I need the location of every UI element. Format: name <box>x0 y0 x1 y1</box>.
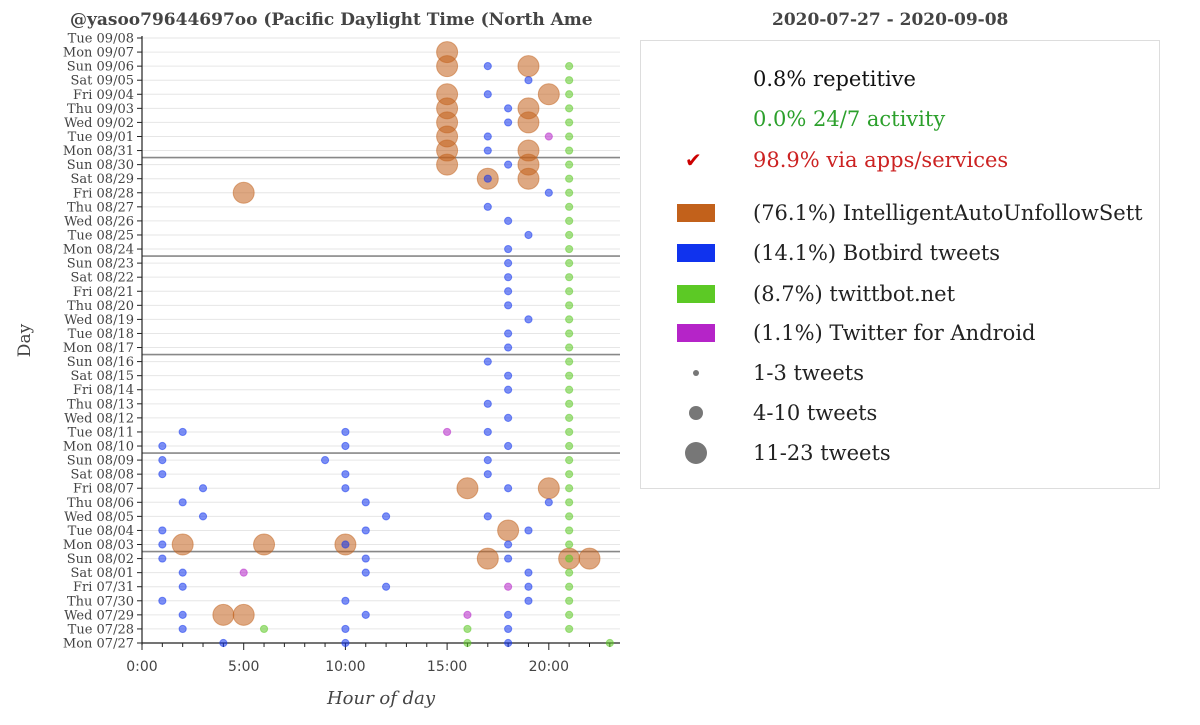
data-point-twittbot-net <box>566 119 573 126</box>
data-point-botbird-tweets <box>525 316 532 323</box>
y-tick-label: Sun 08/16 <box>66 355 134 371</box>
data-point-botbird-tweets <box>505 611 512 618</box>
data-point-twittbot-net <box>566 583 573 590</box>
data-point-botbird-tweets <box>199 485 206 492</box>
data-point-botbird-tweets <box>505 639 512 646</box>
data-point-botbird-tweets <box>362 499 369 506</box>
data-point-intelligentautounfollowsett <box>538 84 559 105</box>
data-point-botbird-tweets <box>484 175 491 182</box>
y-tick-label: Tue 08/04 <box>67 523 134 539</box>
data-point-botbird-tweets <box>484 203 491 210</box>
x-tick-label: 5:00 <box>227 659 260 675</box>
size-label: 1-3 tweets <box>753 361 864 385</box>
data-point-twittbot-net <box>566 597 573 604</box>
data-point-botbird-tweets <box>484 428 491 435</box>
data-point-twittbot-net <box>464 625 471 632</box>
y-tick-label: Tue 08/11 <box>67 425 134 441</box>
data-point-intelligentautounfollowsett <box>457 478 478 499</box>
data-point-botbird-tweets <box>159 442 166 449</box>
data-point-botbird-tweets <box>545 189 552 196</box>
data-point-botbird-tweets <box>505 330 512 337</box>
data-point-botbird-tweets <box>220 639 227 646</box>
data-point-twittbot-net <box>566 330 573 337</box>
data-point-twitter-for-android <box>505 583 512 590</box>
data-point-twitter-for-android <box>444 428 451 435</box>
y-tick-label: Wed 08/12 <box>64 411 134 427</box>
data-point-twittbot-net <box>566 133 573 140</box>
data-point-botbird-tweets <box>505 414 512 421</box>
data-point-botbird-tweets <box>159 597 166 604</box>
activity-stat: 0.0% 24/7 activity <box>753 107 946 131</box>
data-point-botbird-tweets <box>362 611 369 618</box>
data-point-intelligentautounfollowsett <box>254 534 275 555</box>
data-point-botbird-tweets <box>505 442 512 449</box>
y-tick-label: Mon 08/31 <box>62 144 134 160</box>
data-point-twittbot-net <box>464 639 471 646</box>
legend-panel <box>640 40 1160 489</box>
data-point-botbird-tweets <box>159 555 166 562</box>
x-tick-label: 20:00 <box>528 659 569 675</box>
y-tick-label: Mon 08/17 <box>62 341 134 357</box>
data-point-botbird-tweets <box>362 569 369 576</box>
y-tick-label: Fri 09/04 <box>73 87 134 103</box>
data-point-botbird-tweets <box>362 555 369 562</box>
data-point-botbird-tweets <box>505 555 512 562</box>
data-point-twittbot-net <box>566 400 573 407</box>
data-point-botbird-tweets <box>505 302 512 309</box>
data-point-botbird-tweets <box>484 133 491 140</box>
legend-source-2 <box>641 279 1159 309</box>
source-swatch <box>677 324 715 342</box>
legend-repetitive <box>641 64 1159 94</box>
data-point-botbird-tweets <box>159 541 166 548</box>
data-point-botbird-tweets <box>362 527 369 534</box>
y-tick-label: Sat 08/29 <box>70 172 134 188</box>
y-tick-label: Tue 07/28 <box>67 622 134 638</box>
source-swatch <box>677 244 715 262</box>
y-tick-label: Fri 08/14 <box>73 383 134 399</box>
y-tick-label: Tue 08/25 <box>67 228 134 244</box>
legend-source-1 <box>641 238 1159 268</box>
data-point-botbird-tweets <box>382 583 389 590</box>
legend-activity <box>641 104 1159 134</box>
data-point-twittbot-net <box>566 63 573 70</box>
data-point-twittbot-net <box>566 527 573 534</box>
y-tick-label: Thu 08/06 <box>66 495 134 511</box>
data-point-twittbot-net <box>566 274 573 281</box>
data-point-botbird-tweets <box>179 625 186 632</box>
data-point-twittbot-net <box>566 442 573 449</box>
y-tick-label: Mon 08/10 <box>62 439 134 455</box>
data-point-botbird-tweets <box>484 471 491 478</box>
y-tick-label: Sun 08/23 <box>66 256 134 272</box>
y-tick-label: Sun 08/30 <box>66 158 134 174</box>
x-tick-label: 10:00 <box>325 659 366 675</box>
y-tick-label: Sun 09/06 <box>66 59 134 75</box>
data-point-botbird-tweets <box>342 485 349 492</box>
data-point-twittbot-net <box>566 569 573 576</box>
data-point-intelligentautounfollowsett <box>518 56 539 77</box>
data-point-botbird-tweets <box>159 456 166 463</box>
data-point-botbird-tweets <box>179 569 186 576</box>
data-point-botbird-tweets <box>484 456 491 463</box>
data-point-botbird-tweets <box>484 63 491 70</box>
data-point-intelligentautounfollowsett <box>538 478 559 499</box>
size-label: 4-10 tweets <box>753 401 878 425</box>
date-range-title: 2020-07-27 - 2020-09-08 <box>772 10 1009 30</box>
legend-source-3 <box>641 318 1159 348</box>
data-point-botbird-tweets <box>342 625 349 632</box>
data-point-intelligentautounfollowsett <box>477 548 498 569</box>
y-tick-label: Thu 08/20 <box>66 298 134 314</box>
y-tick-label: Sat 09/05 <box>70 73 134 89</box>
data-point-botbird-tweets <box>505 274 512 281</box>
y-tick-label: Sun 08/09 <box>66 453 134 469</box>
data-point-botbird-tweets <box>342 471 349 478</box>
y-tick-label: Mon 08/03 <box>62 538 134 554</box>
data-point-twittbot-net <box>566 386 573 393</box>
data-point-botbird-tweets <box>159 527 166 534</box>
data-point-intelligentautounfollowsett <box>579 548 600 569</box>
y-tick-label: Sun 08/02 <box>66 552 134 568</box>
data-point-botbird-tweets <box>484 358 491 365</box>
data-point-botbird-tweets <box>484 91 491 98</box>
legend-size-medium <box>641 398 1159 428</box>
data-point-twittbot-net <box>566 217 573 224</box>
y-tick-label: Tue 08/18 <box>67 326 134 342</box>
y-tick-label: Mon 09/07 <box>62 45 134 61</box>
data-point-botbird-tweets <box>199 513 206 520</box>
y-tick-label: Tue 09/08 <box>67 31 134 47</box>
data-point-botbird-tweets <box>505 485 512 492</box>
data-point-twittbot-net <box>566 288 573 295</box>
data-point-twittbot-net <box>566 555 573 562</box>
data-point-intelligentautounfollowsett <box>518 112 539 133</box>
legend-size-large <box>641 438 1159 468</box>
checkmark-icon: ✔ <box>685 148 702 172</box>
legend-size-small <box>641 358 1159 388</box>
data-point-twittbot-net <box>566 414 573 421</box>
data-point-twittbot-net <box>566 625 573 632</box>
source-swatch <box>677 204 715 222</box>
x-tick-label: 0:00 <box>126 659 158 675</box>
data-point-botbird-tweets <box>525 583 532 590</box>
data-point-twittbot-net <box>566 147 573 154</box>
y-tick-label: Tue 09/01 <box>67 129 134 145</box>
data-point-twitter-for-android <box>464 611 471 618</box>
y-tick-label: Wed 07/29 <box>64 608 134 624</box>
data-point-twittbot-net <box>566 611 573 618</box>
data-point-botbird-tweets <box>525 569 532 576</box>
data-point-twittbot-net <box>566 344 573 351</box>
data-point-botbird-tweets <box>525 231 532 238</box>
data-point-botbird-tweets <box>484 147 491 154</box>
y-tick-label: Fri 08/21 <box>73 284 134 300</box>
data-point-twittbot-net <box>566 302 573 309</box>
y-tick-label: Thu 08/27 <box>66 200 134 216</box>
y-tick-label: Sat 08/22 <box>70 270 134 286</box>
source-label: (76.1%) IntelligentAutoUnfollowSett <box>753 201 1143 225</box>
source-swatch <box>677 285 715 303</box>
data-point-twittbot-net <box>566 203 573 210</box>
size-label: 11-23 tweets <box>753 441 891 465</box>
data-point-twitter-for-android <box>240 569 247 576</box>
data-point-botbird-tweets <box>179 583 186 590</box>
size-dot-medium <box>689 406 703 420</box>
x-tick-label: 15:00 <box>426 659 468 675</box>
data-point-intelligentautounfollowsett <box>498 520 519 541</box>
y-tick-label: Mon 07/27 <box>62 636 134 652</box>
data-point-botbird-tweets <box>179 611 186 618</box>
data-point-twittbot-net <box>566 372 573 379</box>
data-point-botbird-tweets <box>505 344 512 351</box>
legend-source-0 <box>641 198 1159 228</box>
y-axis-label: Day <box>15 323 35 358</box>
data-point-twitter-for-android <box>545 133 552 140</box>
chart-title: @yasoo79644697oo (Pacific Daylight Time (North Ame <box>70 10 593 30</box>
y-tick-label: Wed 08/26 <box>64 214 134 230</box>
data-point-botbird-tweets <box>505 260 512 267</box>
data-point-twittbot-net <box>566 485 573 492</box>
data-point-twittbot-net <box>566 471 573 478</box>
data-point-intelligentautounfollowsett <box>233 182 254 203</box>
data-point-botbird-tweets <box>484 513 491 520</box>
data-point-intelligentautounfollowsett <box>233 604 254 625</box>
data-point-botbird-tweets <box>342 597 349 604</box>
data-point-intelligentautounfollowsett <box>437 56 458 77</box>
data-point-botbird-tweets <box>505 105 512 112</box>
y-tick-label: Sat 08/01 <box>70 566 134 582</box>
data-point-botbird-tweets <box>505 245 512 252</box>
y-tick-label: Wed 08/19 <box>64 312 134 328</box>
source-label: (8.7%) twittbot.net <box>753 282 956 306</box>
data-point-intelligentautounfollowsett <box>213 604 234 625</box>
y-tick-label: Thu 09/03 <box>66 101 134 117</box>
data-point-botbird-tweets <box>159 471 166 478</box>
data-point-twittbot-net <box>566 541 573 548</box>
data-point-botbird-tweets <box>484 400 491 407</box>
data-point-botbird-tweets <box>525 77 532 84</box>
data-point-botbird-tweets <box>505 119 512 126</box>
source-label: (1.1%) Twitter for Android <box>753 321 1036 345</box>
data-point-twittbot-net <box>566 245 573 252</box>
data-point-botbird-tweets <box>342 428 349 435</box>
y-tick-label: Fri 08/28 <box>73 186 134 202</box>
data-point-botbird-tweets <box>505 161 512 168</box>
data-point-botbird-tweets <box>321 456 328 463</box>
data-point-twittbot-net <box>566 189 573 196</box>
data-point-botbird-tweets <box>525 527 532 534</box>
data-point-botbird-tweets <box>505 217 512 224</box>
data-point-twittbot-net <box>260 625 267 632</box>
source-label: (14.1%) Botbird tweets <box>753 241 1001 265</box>
data-point-intelligentautounfollowsett <box>518 168 539 189</box>
size-dot-large <box>685 442 707 464</box>
data-point-twittbot-net <box>566 499 573 506</box>
y-tick-label: Sat 08/08 <box>70 467 134 483</box>
data-point-intelligentautounfollowsett <box>172 534 193 555</box>
data-point-twittbot-net <box>606 639 613 646</box>
data-point-botbird-tweets <box>342 442 349 449</box>
legend-apps <box>641 145 1159 175</box>
data-point-botbird-tweets <box>505 625 512 632</box>
x-axis-label: Hour of day <box>326 688 436 709</box>
y-tick-label: Fri 08/07 <box>73 481 134 497</box>
data-point-botbird-tweets <box>545 499 552 506</box>
y-tick-label: Fri 07/31 <box>73 580 134 596</box>
data-point-twittbot-net <box>566 231 573 238</box>
y-tick-label: Wed 08/05 <box>64 509 134 525</box>
data-point-botbird-tweets <box>179 428 186 435</box>
data-point-twittbot-net <box>566 260 573 267</box>
data-point-botbird-tweets <box>342 639 349 646</box>
data-point-twittbot-net <box>566 175 573 182</box>
data-point-botbird-tweets <box>505 288 512 295</box>
data-point-twittbot-net <box>566 456 573 463</box>
data-point-botbird-tweets <box>505 372 512 379</box>
y-tick-label: Thu 08/13 <box>66 397 134 413</box>
repetitive-stat: 0.8% repetitive <box>753 67 916 91</box>
data-point-intelligentautounfollowsett <box>437 154 458 175</box>
y-tick-label: Sat 08/15 <box>70 369 134 385</box>
data-point-botbird-tweets <box>179 499 186 506</box>
data-point-botbird-tweets <box>505 386 512 393</box>
data-point-botbird-tweets <box>505 541 512 548</box>
data-point-botbird-tweets <box>382 513 389 520</box>
data-point-twittbot-net <box>566 105 573 112</box>
data-point-twittbot-net <box>566 91 573 98</box>
data-point-botbird-tweets <box>525 597 532 604</box>
data-point-twittbot-net <box>566 513 573 520</box>
size-dot-small <box>693 370 699 376</box>
data-point-twittbot-net <box>566 428 573 435</box>
data-point-twittbot-net <box>566 358 573 365</box>
data-point-twittbot-net <box>566 316 573 323</box>
data-point-twittbot-net <box>566 161 573 168</box>
data-point-twittbot-net <box>566 77 573 84</box>
y-tick-label: Wed 09/02 <box>64 115 134 131</box>
y-tick-label: Thu 07/30 <box>66 594 134 610</box>
apps-stat: 98.9% via apps/services <box>753 148 1009 172</box>
data-point-botbird-tweets <box>342 541 349 548</box>
y-tick-label: Mon 08/24 <box>62 242 134 258</box>
